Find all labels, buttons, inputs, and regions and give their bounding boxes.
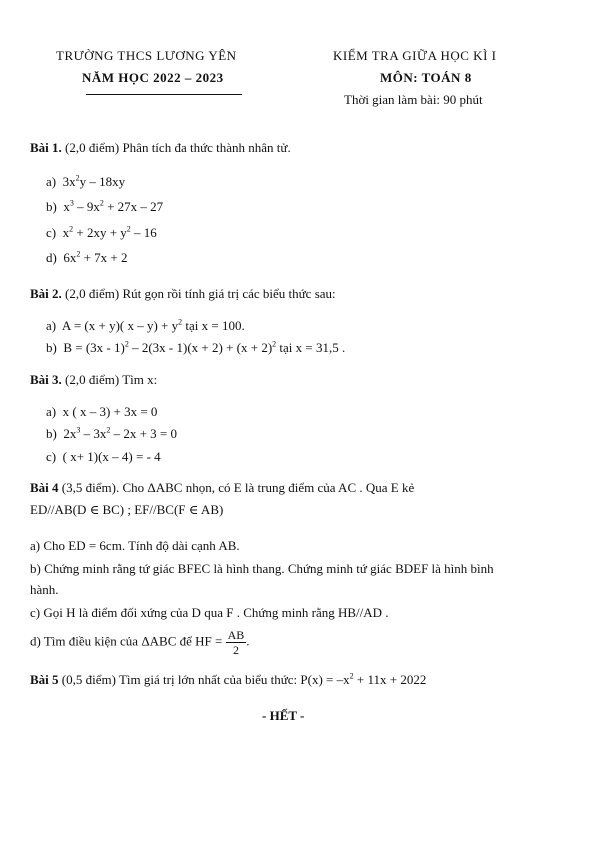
expr-part: 6x	[63, 250, 77, 265]
expr-part: d) Tìm điều kiện của ΔABC để HF =	[30, 633, 226, 649]
bai4-heading	[30, 480, 414, 496]
expr-exponent: 3	[76, 425, 81, 435]
header-underline	[86, 94, 242, 95]
bai4-title: Bài 4	[30, 480, 59, 495]
expr-part: + 2xy + y	[73, 225, 127, 240]
expr-exponent: 2	[69, 224, 74, 234]
expr-part: 3x	[62, 174, 76, 189]
bai1-title: Bài 1.	[30, 140, 62, 155]
bai3-item-b	[46, 426, 177, 442]
bai4-item-c: c) Gọi H là điểm đối xứng của D qua F . Chứng minh rằng HB//AD .	[30, 605, 389, 620]
bai1-item-b	[46, 199, 163, 215]
expr-exponent: 2	[178, 317, 183, 327]
exam-time: Thời gian làm bài: 90 phút	[344, 92, 483, 107]
expr-part: 2x	[63, 426, 77, 441]
bai2-desc: (2,0 điểm) Rút gọn rồi tính giá trị các biểu thức sau:	[65, 286, 336, 301]
item-label: c)	[46, 449, 57, 464]
item-label: b)	[46, 426, 57, 441]
expr-part: + 7x + 2	[80, 250, 128, 265]
bai3-desc: (2,0 điểm) Tìm x:	[65, 372, 158, 387]
expr-exponent: 2	[75, 173, 80, 183]
expr-part: + 27x – 27	[103, 199, 164, 214]
bai3-item-a	[46, 404, 157, 420]
fraction-numerator: AB	[227, 628, 245, 642]
bai2-title: Bài 2.	[30, 286, 62, 301]
bai3-item-c	[46, 449, 161, 465]
end-marker: - HẾT -	[262, 708, 305, 723]
bai2-item-a	[46, 318, 245, 334]
expr-exponent: 2	[106, 425, 111, 435]
bai3-title: Bài 3.	[30, 372, 62, 387]
expr-exponent: 2	[99, 198, 104, 208]
expr-part: .	[246, 633, 250, 649]
expr-exponent: 2	[272, 339, 277, 349]
bai5-heading	[30, 672, 426, 688]
fraction-denominator: 2	[232, 643, 239, 657]
bai2-heading	[30, 286, 336, 302]
expr-part: x ( x – 3) + 3x = 0	[62, 404, 158, 419]
item-label: a)	[46, 318, 57, 333]
item-label: b)	[46, 340, 57, 355]
expr-exponent: 2	[349, 671, 354, 681]
expr-part: x	[62, 225, 70, 240]
exam-subject: MÔN: TOÁN 8	[380, 70, 472, 85]
expr-part: tại x = 100.	[182, 318, 245, 333]
item-label: a)	[46, 404, 57, 419]
bai4-item-a: a) Cho ED = 6cm. Tính độ dài cạnh AB.	[30, 538, 240, 553]
school-year: NĂM HỌC 2022 – 2023	[82, 70, 224, 85]
expr-part: – 2(3x - 1)(x + 2) + (x + 2)	[128, 340, 273, 355]
expr-part: B = (3x - 1)	[63, 340, 125, 355]
expr-part: x	[63, 199, 70, 214]
school-name: TRƯỜNG THCS LƯƠNG YÊN	[56, 48, 237, 63]
expr-part: ( x+ 1)(x – 4) = - 4	[62, 449, 161, 464]
bai4-item-d	[30, 628, 250, 657]
expr-exponent: 2	[124, 339, 129, 349]
bai1-item-c	[46, 225, 157, 241]
exam-title: KIỂM TRA GIỮA HỌC KÌ I	[333, 48, 497, 63]
bai1-item-a	[46, 174, 125, 190]
item-label: b)	[46, 199, 57, 214]
expr-exponent: 3	[69, 198, 74, 208]
bai1-desc: (2,0 điểm) Phân tích đa thức thành nhân tử.	[65, 140, 291, 155]
expr-part: tại x = 31,5 .	[276, 340, 346, 355]
expr-part: A = (x + y)( x – y) + y	[61, 318, 179, 333]
bai1-item-d	[46, 250, 128, 266]
bai2-item-b	[46, 340, 345, 356]
item-label: c)	[46, 225, 57, 240]
item-label: a)	[46, 174, 57, 189]
expr-part: – 2x + 3 = 0	[110, 426, 178, 441]
bai4-desc: (3,5 điểm). Cho ΔABC nhọn, có E là trung điểm của AC . Qua E kẻ	[61, 480, 415, 495]
expr-part: – 9x	[73, 199, 100, 214]
item-label: d)	[46, 250, 57, 265]
bai5-desc: (0,5 điểm) Tìm giá trị lớn nhất của biểu thức:	[61, 672, 301, 687]
bai4-item-b-line1: b) Chứng minh rằng tứ giác BFEC là hình thang. Chứng minh tứ giác BDEF là hình bình	[30, 561, 494, 576]
expr-exponent: 2	[126, 224, 131, 234]
fraction	[226, 628, 250, 657]
bai5-title: Bài 5	[30, 672, 59, 687]
expr-part: – 16	[130, 225, 157, 240]
expr-exponent: 2	[76, 249, 81, 259]
bai3-heading	[30, 372, 157, 388]
expr-part: + 11x + 2022	[353, 672, 427, 687]
bai4-line2: ED//AB(D ∈ BC) ; EF//BC(F ∈ AB)	[30, 502, 224, 517]
bai1-heading	[30, 140, 291, 156]
expr-part: P(x) = –x	[300, 672, 350, 687]
expr-part: – 3x	[80, 426, 107, 441]
expr-part: y – 18xy	[79, 174, 126, 189]
bai4-item-b-line2: hành.	[30, 582, 59, 597]
